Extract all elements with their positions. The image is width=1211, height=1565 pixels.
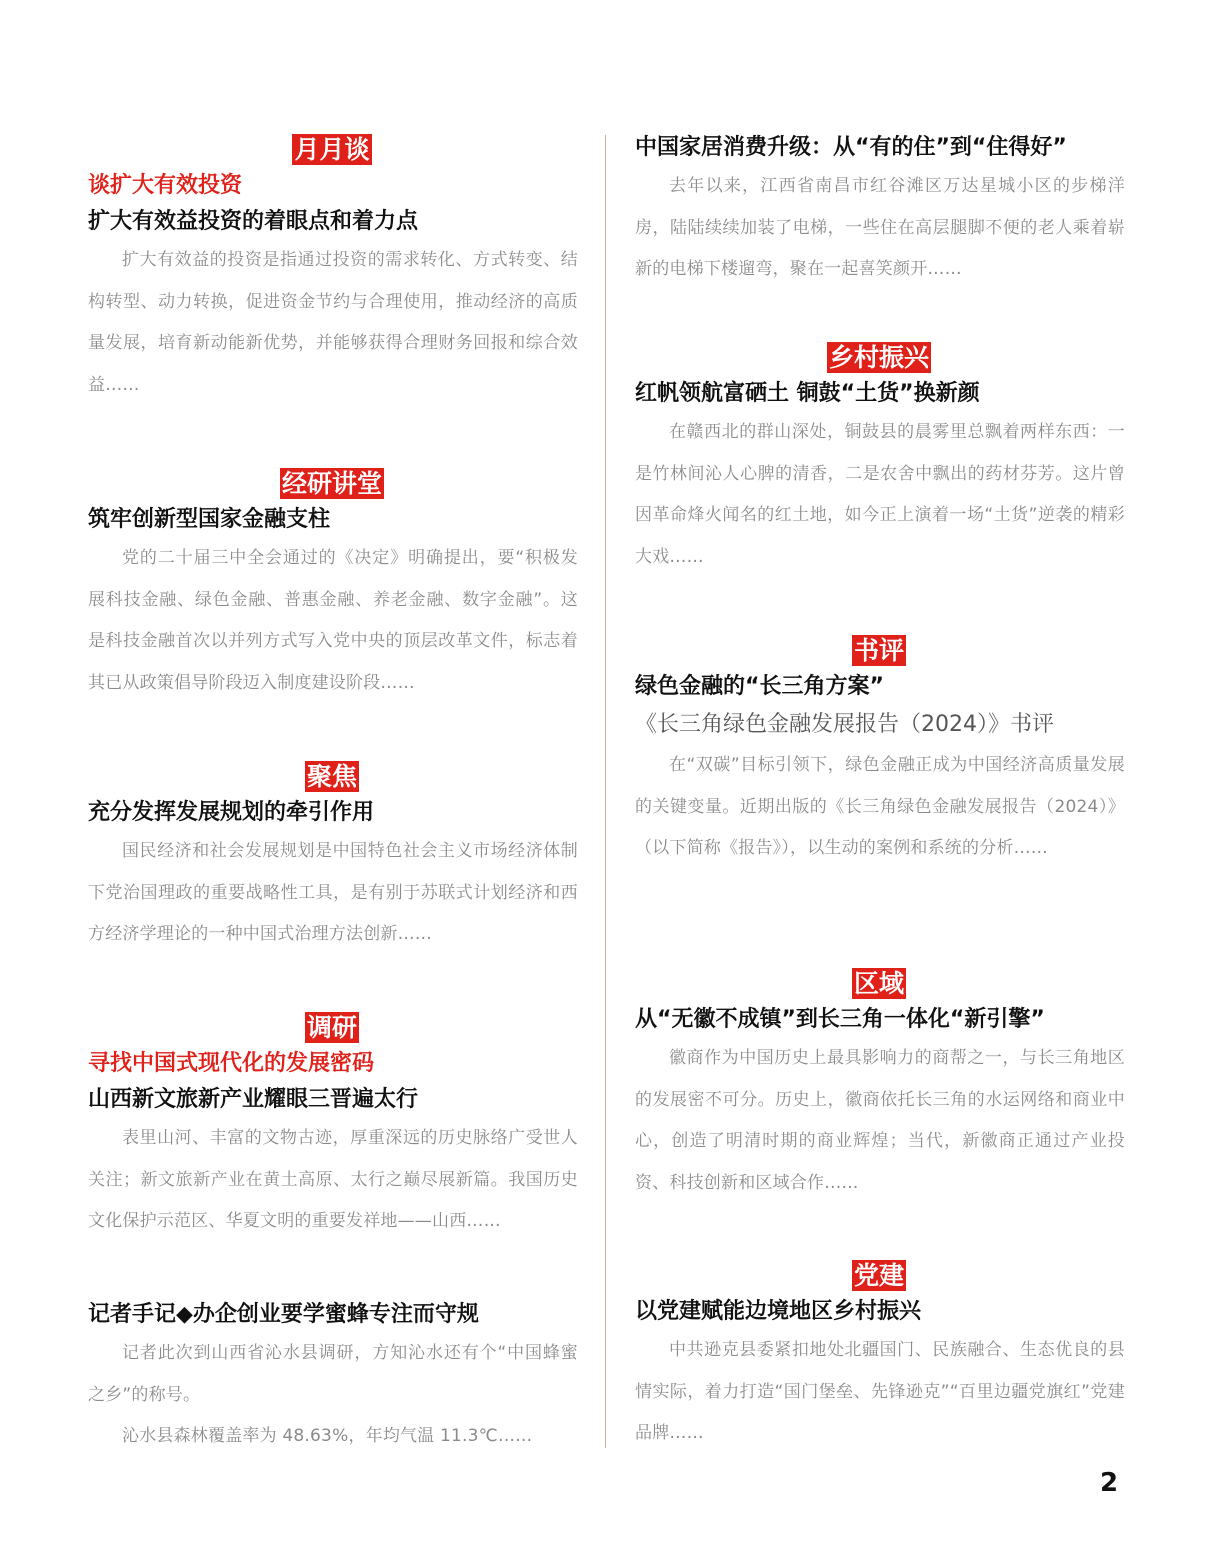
section-badge: 书评 xyxy=(853,636,904,665)
section-reporter-notes xyxy=(88,1297,578,1458)
article-subtitle: 《长三角绿色金融发展报告（2024）》书评 xyxy=(635,712,1054,737)
section-badge: 党建 xyxy=(853,1261,904,1290)
section-shuping xyxy=(635,631,1125,870)
article-title[interactable]: 记者手记◆办企创业要学蜜蜂专注而守规 xyxy=(88,1302,479,1327)
article-title[interactable]: 充分发挥发展规划的牵引作用 xyxy=(88,800,375,825)
article-title[interactable]: 扩大有效益投资的着眼点和着力点 xyxy=(88,209,419,234)
section-quyu xyxy=(635,964,1125,1204)
article-title[interactable]: 以党建赋能边境地区乡村振兴 xyxy=(635,1299,922,1324)
article-title[interactable]: 绿色金融的“长三角方案” xyxy=(635,674,884,699)
section-badge: 聚焦 xyxy=(306,762,357,791)
article-summary: 徽商作为中国历史上最具影响力的商帮之一，与长三角地区的发展密不可分。历史上，徽商依托长三角的水运网络和商业中心，创造了明清时期的商业辉煌；当代，新徽商正通过产业投资、科技创新和区域合作…… xyxy=(635,1048,1125,1193)
section-jujiao xyxy=(88,757,578,956)
article-summary: 表里山河、丰富的文物古迹，厚重深远的历史脉络广受世人关注；新文旅新产业在黄土高原、太行之巅尽展新篇。我国历史文化保护示范区、华夏文明的重要发祥地——山西…… xyxy=(88,1128,578,1231)
section-badge: 经研讲堂 xyxy=(281,469,382,498)
section-xiangcunzhenxing xyxy=(635,338,1125,578)
page-number: 2 xyxy=(1100,1468,1119,1498)
article-title[interactable]: 红帆领航富硒土 铜鼓“土货”换新颜 xyxy=(635,381,980,406)
article-summary: 去年以来，江西省南昌市红谷滩区万达星城小区的步梯洋房，陆陆续续加装了电梯，一些住在高层腿脚不便的老人乘着崭新的电梯下楼遛弯，聚在一起喜笑颜开…… xyxy=(635,176,1125,279)
section-yueyuetan xyxy=(88,130,578,406)
article-summary: 在“双碳”目标引领下，绿色金融正成为中国经济高质量发展的关键变量。近期出版的《长三角绿色金融发展报告（2024）》（以下简称《报告》），以生动的案例和系统的分析…… xyxy=(635,755,1125,858)
article-title[interactable]: 筑牢创新型国家金融支柱 xyxy=(88,507,331,532)
article-summary: 扩大有效益的投资是指通过投资的需求转化、方式转变、结构转型、动力转换，促进资金节约与合理使用，推动经济的高质量发展，培育新动能新优势，并能够获得合理财务回报和综合效益…… xyxy=(88,250,578,395)
column-divider xyxy=(605,135,606,1448)
section-subhead: 寻找中国式现代化的发展密码 xyxy=(88,1051,375,1076)
section-badge: 乡村振兴 xyxy=(828,343,929,372)
article-summary: 在赣西北的群山深处，铜鼓县的晨雾里总飘着两样东西：一是竹林间沁人心脾的清香，二是农舍中飘出的药材芬芳。这片曾因革命烽火闻名的红土地，如今正上演着一场“土货”逆袭的精彩大戏…… xyxy=(635,422,1125,567)
article-summary: 国民经济和社会发展规划是中国特色社会主义市场经济体制下党治国理政的重要战略性工具，是有别于苏联式计划经济和西方经济学理论的一种中国式治理方法创新…… xyxy=(88,841,578,944)
section-badge: 月月谈 xyxy=(294,135,370,164)
section-dangjian xyxy=(635,1256,1125,1455)
section-jingyanjiangtang xyxy=(88,464,578,704)
article-summary-continued: 沁水县森林覆盖率为 48.63%，年均气温 11.3℃…… xyxy=(122,1426,533,1446)
section-badge: 调研 xyxy=(306,1013,357,1042)
article-title[interactable]: 山西新文旅新产业耀眼三晋遍太行 xyxy=(88,1087,419,1112)
article-summary: 记者此次到山西省沁水县调研，方知沁水还有个“中国蜂蜜之乡”的称号。 xyxy=(88,1343,578,1405)
article-title[interactable]: 从“无徽不成镇”到长三角一体化“新引擎” xyxy=(635,1007,1045,1032)
section-subhead: 谈扩大有效投资 xyxy=(88,173,243,198)
article-summary: 党的二十届三中全会通过的《决定》明确提出，要“积极发展科技金融、绿色金融、普惠金融、养老金融、数字金融”。这是科技金融首次以并列方式写入党中央的顶层改革文件，标志着其已从政策倡导阶段迈入制度建设阶段…… xyxy=(88,548,578,693)
section-diaoyan xyxy=(88,1008,578,1243)
section-badge: 区域 xyxy=(853,969,904,998)
section-home-consumption xyxy=(635,130,1125,291)
article-title[interactable]: 中国家居消费升级：从“有的住”到“住得好” xyxy=(635,135,1067,160)
article-summary: 中共逊克县委紧扣地处北疆国门、民族融合、生态优良的县情实际，着力打造“国门堡垒、先锋逊克”“百里边疆党旗红”党建品牌…… xyxy=(635,1340,1125,1443)
